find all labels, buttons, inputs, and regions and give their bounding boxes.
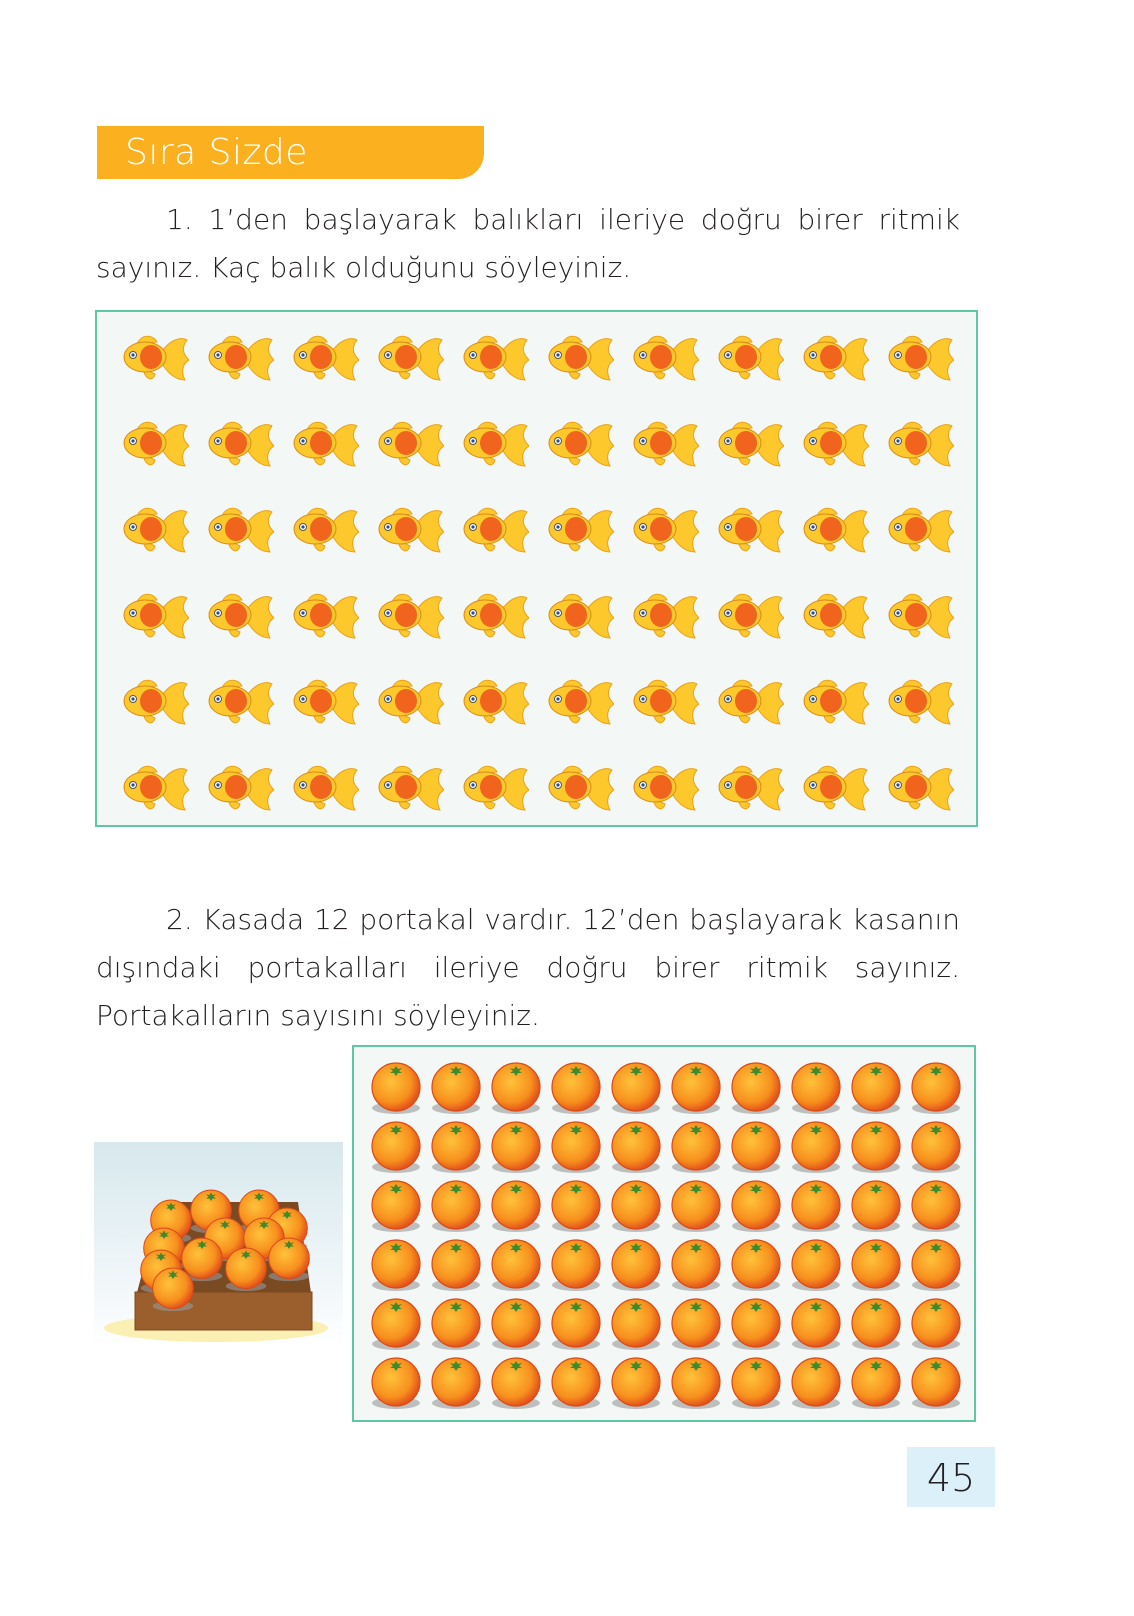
orange-icon — [610, 1298, 662, 1356]
orange-icon — [430, 1062, 482, 1120]
fish-icon — [119, 760, 189, 819]
orange-icon — [610, 1062, 662, 1120]
orange-icon — [850, 1062, 902, 1120]
orange-icon — [670, 1062, 722, 1120]
fish-icon — [544, 588, 614, 647]
orange-icon — [550, 1357, 602, 1415]
orange-icon — [370, 1121, 422, 1179]
fish-icon — [629, 502, 699, 561]
orange-icon — [730, 1298, 782, 1356]
orange-icon — [370, 1180, 422, 1238]
crate-orange-icon — [153, 1268, 194, 1311]
orange-icon — [370, 1357, 422, 1415]
fish-icon — [459, 502, 529, 561]
orange-icon — [550, 1298, 602, 1356]
orange-icon — [790, 1239, 842, 1297]
fish-icon — [884, 502, 954, 561]
exercise-1-number: 1. — [166, 203, 193, 236]
orange-icon — [670, 1357, 722, 1415]
orange-icon — [850, 1180, 902, 1238]
orange-icon — [550, 1062, 602, 1120]
fish-icon — [374, 674, 444, 733]
orange-icon — [370, 1239, 422, 1297]
fish-icon — [799, 674, 869, 733]
fish-icon — [544, 502, 614, 561]
fish-icon — [374, 588, 444, 647]
orange-icon — [670, 1298, 722, 1356]
orange-icon — [610, 1121, 662, 1179]
orange-icon — [490, 1357, 542, 1415]
orange-icon — [670, 1239, 722, 1297]
orange-grid — [352, 1045, 976, 1422]
fish-icon — [119, 588, 189, 647]
fish-icon — [289, 330, 359, 389]
orange-icon — [730, 1062, 782, 1120]
fish-icon — [119, 330, 189, 389]
fish-icon — [544, 416, 614, 475]
fish-icon — [459, 588, 529, 647]
orange-icon — [550, 1239, 602, 1297]
orange-icon — [790, 1121, 842, 1179]
orange-icon — [430, 1121, 482, 1179]
fish-icon — [374, 330, 444, 389]
exercise-2-number: 2. — [166, 903, 193, 936]
fish-icon — [714, 674, 784, 733]
fish-icon — [544, 330, 614, 389]
orange-icon — [550, 1180, 602, 1238]
fish-icon — [204, 588, 274, 647]
fish-icon — [629, 416, 699, 475]
orange-icon — [910, 1121, 962, 1179]
orange-icon — [790, 1180, 842, 1238]
orange-icon — [850, 1239, 902, 1297]
orange-icon — [370, 1062, 422, 1120]
fish-icon — [629, 760, 699, 819]
fish-icon — [204, 416, 274, 475]
exercise-2-instructions — [96, 896, 960, 1040]
orange-icon — [610, 1239, 662, 1297]
fish-icon — [289, 416, 359, 475]
orange-icon — [430, 1239, 482, 1297]
page-number: 45 — [907, 1447, 995, 1507]
fish-icon — [799, 502, 869, 561]
fish-icon — [289, 502, 359, 561]
exercise-1-text: 1’den başlayarak balıkları ileriye doğru birer ritmik sayınız. Kaç balık olduğunu söyleyiniz. — [96, 203, 960, 284]
orange-icon — [430, 1357, 482, 1415]
fish-icon — [544, 760, 614, 819]
orange-icon — [850, 1298, 902, 1356]
section-banner — [97, 126, 484, 179]
fish-icon — [884, 416, 954, 475]
orange-icon — [430, 1180, 482, 1238]
orange-icon — [730, 1121, 782, 1179]
fish-icon — [204, 674, 274, 733]
orange-icon — [850, 1357, 902, 1415]
orange-icon — [910, 1180, 962, 1238]
orange-icon — [670, 1121, 722, 1179]
fish-icon — [374, 502, 444, 561]
fish-icon — [884, 674, 954, 733]
orange-icon — [910, 1239, 962, 1297]
orange-icon — [670, 1180, 722, 1238]
fish-icon — [459, 416, 529, 475]
orange-icon — [730, 1239, 782, 1297]
fish-icon — [629, 674, 699, 733]
fish-icon — [204, 502, 274, 561]
fish-icon — [459, 760, 529, 819]
fish-icon — [714, 330, 784, 389]
fish-icon — [629, 330, 699, 389]
orange-icon — [910, 1062, 962, 1120]
fish-icon — [799, 330, 869, 389]
fish-icon — [374, 416, 444, 475]
fish-icon — [884, 760, 954, 819]
orange-icon — [910, 1357, 962, 1415]
orange-icon — [790, 1298, 842, 1356]
exercise-2-text: Kasada 12 portakal vardır. 12’den başlayarak kasanın dışındaki portakalları ileriye doğru birer ritmik sayınız. Portakalların sayısını söyleyiniz. — [96, 903, 960, 1032]
orange-icon — [610, 1357, 662, 1415]
fish-icon — [289, 760, 359, 819]
fish-icon — [629, 588, 699, 647]
fish-icon — [289, 588, 359, 647]
fish-icon — [119, 674, 189, 733]
fish-icon — [119, 416, 189, 475]
orange-icon — [490, 1121, 542, 1179]
fish-icon — [884, 588, 954, 647]
orange-icon — [610, 1180, 662, 1238]
fish-icon — [119, 502, 189, 561]
exercise-1-instructions — [96, 196, 960, 292]
fish-icon — [459, 330, 529, 389]
fish-icon — [204, 330, 274, 389]
fish-icon — [884, 330, 954, 389]
fish-icon — [544, 674, 614, 733]
fish-icon — [289, 674, 359, 733]
orange-icon — [550, 1121, 602, 1179]
fish-icon — [204, 760, 274, 819]
orange-icon — [490, 1180, 542, 1238]
orange-icon — [490, 1298, 542, 1356]
orange-icon — [730, 1180, 782, 1238]
fish-grid — [95, 310, 978, 827]
fish-icon — [714, 588, 784, 647]
crate-orange-icon — [269, 1238, 310, 1281]
orange-icon — [790, 1062, 842, 1120]
orange-icon — [430, 1298, 482, 1356]
section-title: Sıra Sizde — [125, 132, 308, 173]
orange-icon — [490, 1239, 542, 1297]
orange-icon — [490, 1062, 542, 1120]
fish-icon — [459, 674, 529, 733]
crate-orange-icon — [226, 1248, 267, 1291]
orange-icon — [730, 1357, 782, 1415]
orange-icon — [790, 1357, 842, 1415]
fish-icon — [374, 760, 444, 819]
orange-crate-image — [94, 1142, 343, 1345]
fish-icon — [714, 502, 784, 561]
fish-icon — [714, 416, 784, 475]
fish-icon — [714, 760, 784, 819]
orange-icon — [910, 1298, 962, 1356]
orange-icon — [370, 1298, 422, 1356]
orange-icon — [850, 1121, 902, 1179]
fish-icon — [799, 760, 869, 819]
fish-icon — [799, 588, 869, 647]
fish-icon — [799, 416, 869, 475]
